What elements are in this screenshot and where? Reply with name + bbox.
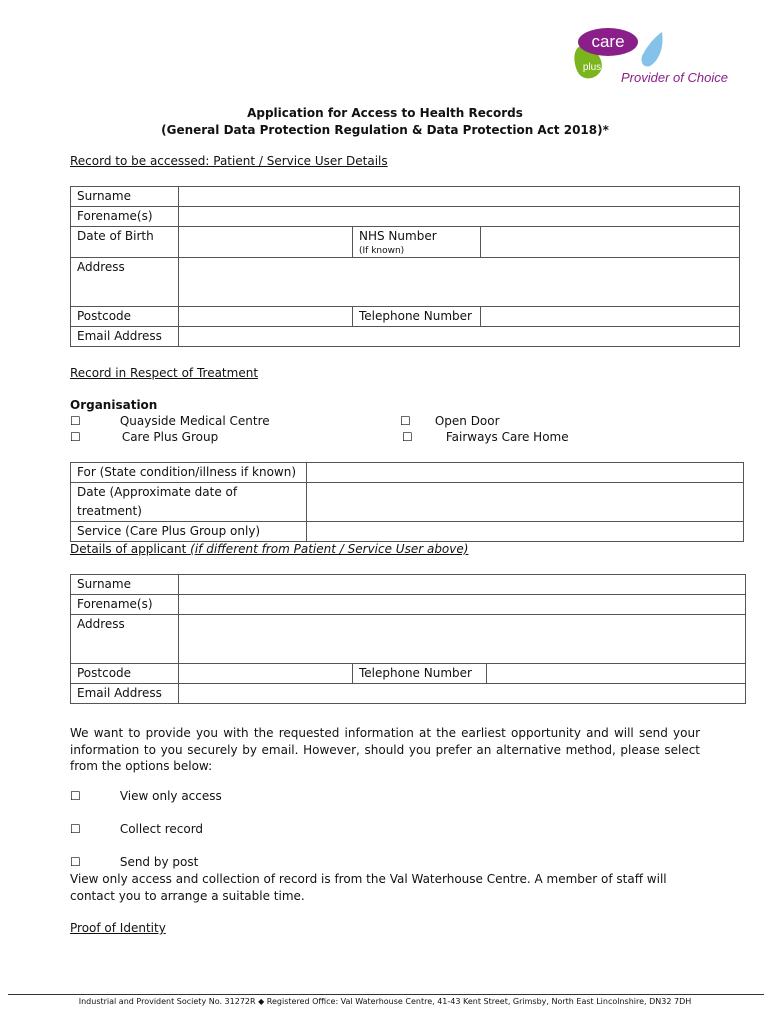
treatment-date-label: Date (Approximate date of treatment) bbox=[71, 483, 307, 522]
applicant-heading-main: Details of applicant bbox=[70, 542, 191, 556]
applicant-surname-field[interactable] bbox=[179, 575, 746, 595]
applicant-forename-field[interactable] bbox=[179, 595, 746, 615]
applicant-email-field[interactable] bbox=[179, 684, 746, 704]
patient-dob-label: Date of Birth bbox=[71, 227, 179, 258]
applicant-surname-label: Surname bbox=[71, 575, 179, 595]
applicant-postcode-label: Postcode bbox=[71, 664, 179, 684]
applicant-heading bbox=[70, 542, 468, 556]
patient-forename-field[interactable] bbox=[179, 207, 740, 227]
footer-text: Industrial and Provident Society No. 31272R ◆ Registered Office: Val Waterhouse Centre, 41-43 Kent Street, Grimsby, North East Lincolnshire, DN32 7DH bbox=[78, 997, 692, 1006]
org-option-label: Fairways Care Home bbox=[445, 430, 569, 444]
treatment-table bbox=[70, 462, 744, 542]
checkbox-icon[interactable]: ☐ bbox=[402, 430, 413, 444]
treatment-date-field[interactable] bbox=[307, 483, 744, 522]
org-option-label: Open Door bbox=[434, 414, 500, 428]
patient-surname-field[interactable] bbox=[179, 187, 740, 207]
form-title-line2: (General Data Protection Regulation & Data Protection Act 2018)* bbox=[161, 123, 609, 137]
patient-dob-field[interactable] bbox=[179, 227, 353, 258]
treatment-service-label: Service (Care Plus Group only) bbox=[71, 522, 307, 542]
checkbox-icon[interactable]: ☐ bbox=[400, 414, 411, 428]
applicant-telephone-field[interactable] bbox=[487, 664, 746, 684]
organisation-label: Organisation bbox=[70, 398, 158, 412]
applicant-forename-label: Forename(s) bbox=[71, 595, 179, 615]
applicant-address-field[interactable] bbox=[179, 615, 746, 664]
applicant-telephone-label: Telephone Number bbox=[353, 664, 487, 684]
treatment-for-field[interactable] bbox=[307, 463, 744, 483]
applicant-postcode-field[interactable] bbox=[179, 664, 353, 684]
patient-nhs-field[interactable] bbox=[481, 227, 740, 258]
org-option-label: Care Plus Group bbox=[121, 430, 219, 444]
checkbox-icon[interactable]: ☐ bbox=[70, 414, 81, 428]
patient-email-field[interactable] bbox=[179, 327, 740, 347]
patient-surname-label: Surname bbox=[71, 187, 179, 207]
patient-heading: Record to be accessed: Patient / Service User Details bbox=[70, 154, 388, 168]
delivery-option-view[interactable] bbox=[70, 789, 222, 803]
patient-email-label: Email Address bbox=[71, 327, 179, 347]
checkbox-icon[interactable]: ☐ bbox=[70, 430, 81, 444]
delivery-intro: We want to provide you with the requested information at the earliest opportunity and will send your information to you securely by email. However, should you prefer an alternative method, please select from the options below: bbox=[70, 726, 700, 773]
org-option-fairways[interactable] bbox=[402, 430, 569, 444]
checkbox-icon[interactable]: ☐ bbox=[70, 855, 81, 869]
patient-postcode-field[interactable] bbox=[179, 307, 353, 327]
form-title-line1: Application for Access to Health Records bbox=[247, 106, 523, 120]
delivery-option-label: Collect record bbox=[119, 822, 204, 836]
applicant-email-label: Email Address bbox=[71, 684, 179, 704]
delivery-note: View only access and collection of record is from the Val Waterhouse Centre. A member of staff will contact you to arrange a suitable time. bbox=[70, 872, 667, 903]
checkbox-icon[interactable]: ☐ bbox=[70, 789, 81, 803]
proof-heading: Proof of Identity bbox=[70, 921, 166, 935]
patient-details-table bbox=[70, 186, 740, 347]
patient-address-label: Address bbox=[71, 258, 179, 307]
svg-text:Provider of Choice: Provider of Choice bbox=[621, 70, 728, 85]
svg-text:care: care bbox=[591, 32, 625, 51]
patient-nhs-label bbox=[353, 227, 481, 258]
form-title bbox=[0, 105, 770, 139]
applicant-details-table bbox=[70, 574, 746, 704]
applicant-heading-note: (if different from Patient / Service User above) bbox=[190, 542, 469, 556]
delivery-option-label: Send by post bbox=[119, 855, 199, 869]
org-option-care-plus[interactable] bbox=[70, 430, 218, 444]
org-option-open-door[interactable] bbox=[400, 414, 500, 428]
treatment-heading: Record in Respect of Treatment bbox=[70, 366, 259, 380]
patient-telephone-field[interactable] bbox=[481, 307, 740, 327]
delivery-option-collect[interactable] bbox=[70, 822, 203, 836]
svg-text:plus: plus bbox=[582, 62, 602, 73]
checkbox-icon[interactable]: ☐ bbox=[70, 822, 81, 836]
org-option-label: Quayside Medical Centre bbox=[119, 414, 270, 428]
patient-nhs-note: (If known) bbox=[359, 246, 405, 256]
delivery-option-post[interactable] bbox=[70, 855, 198, 869]
applicant-address-label: Address bbox=[71, 615, 179, 664]
patient-postcode-label: Postcode bbox=[71, 307, 179, 327]
patient-forename-label: Forename(s) bbox=[71, 207, 179, 227]
treatment-service-field[interactable] bbox=[307, 522, 744, 542]
patient-address-field[interactable] bbox=[179, 258, 740, 307]
treatment-for-label: For (State condition/illness if known) bbox=[71, 463, 307, 483]
patient-telephone-label: Telephone Number bbox=[353, 307, 481, 327]
org-option-quayside[interactable] bbox=[70, 414, 270, 428]
footer-divider bbox=[8, 994, 764, 995]
care-plus-logo bbox=[570, 26, 740, 90]
patient-nhs-label-text: NHS Number bbox=[359, 229, 437, 243]
delivery-option-label: View only access bbox=[119, 789, 222, 803]
